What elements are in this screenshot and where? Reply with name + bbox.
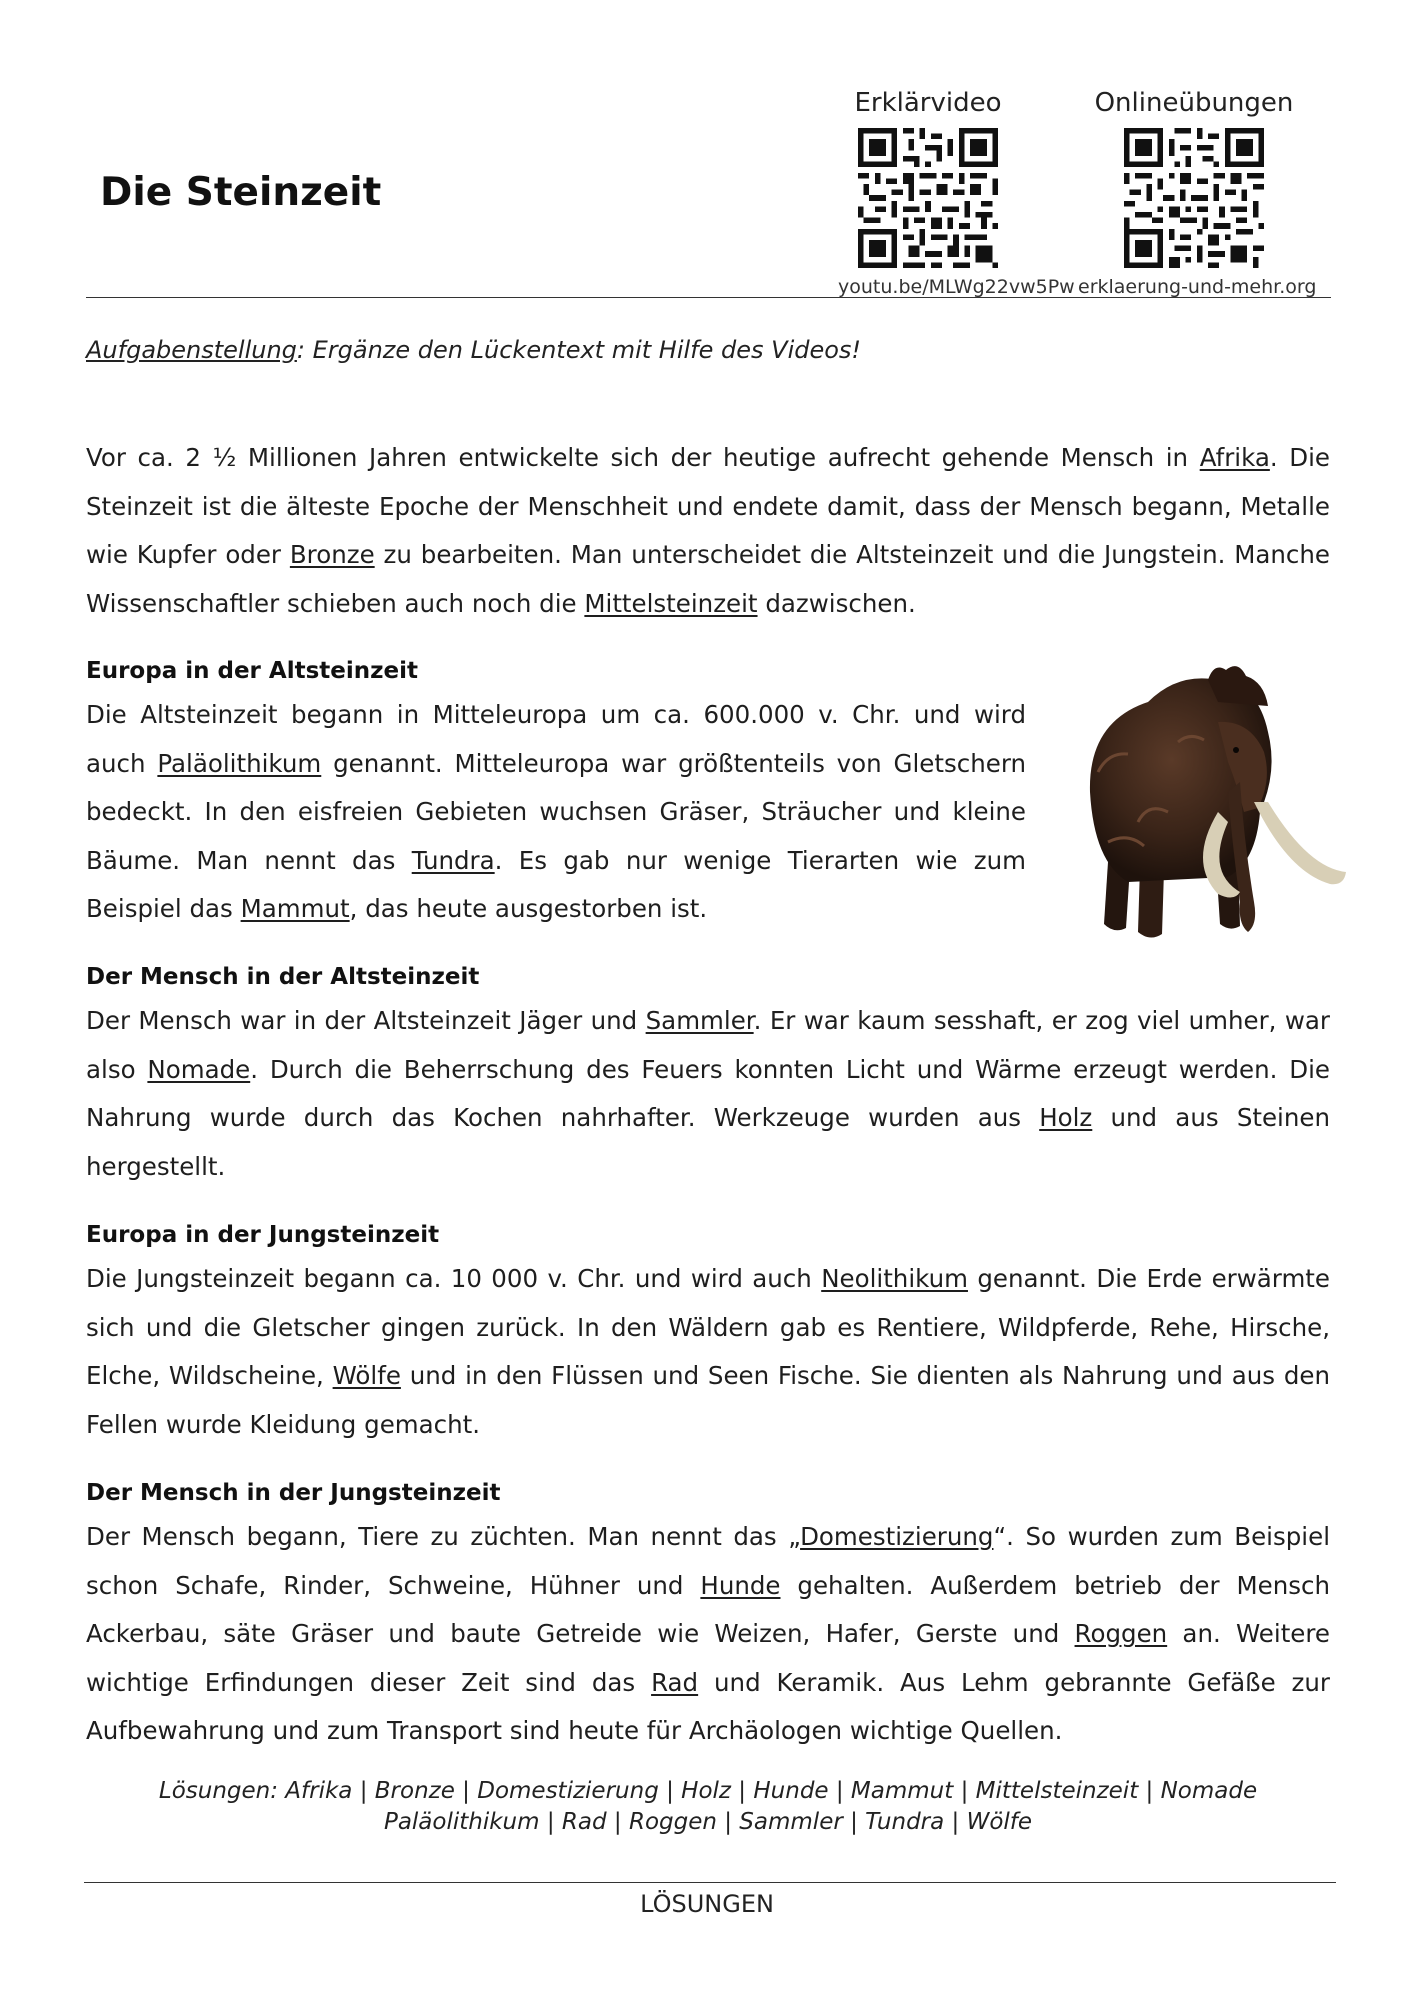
text-segment: genannt. Die Erde erwärmte sich und die Gletscher gingen zurück. In den Wäldern gab es Rentiere, Wildpferde, Rehe, Hirsche, Elche, Wildscheine,	[86, 1264, 1330, 1390]
qr-video-label: Erklärvideo	[854, 88, 1002, 118]
qr-online-label: Onlineübungen	[1094, 88, 1294, 118]
text-segment: Der Mensch war in der Altsteinzeit Jäger und	[86, 1006, 646, 1035]
qr-code-icon[interactable]	[1124, 128, 1264, 268]
heading-europa-altsteinzeit: Europa in der Altsteinzeit	[86, 658, 418, 684]
task-text: : Ergänze den Lückentext mit Hilfe des Videos!	[296, 336, 862, 364]
gap-answer: Bronze	[289, 540, 375, 569]
qr-video-url[interactable]: youtu.be/MLWg22vw5Pw	[838, 276, 1075, 298]
paragraph-mensch-jungsteinzeit	[86, 1513, 1330, 1756]
gap-answer: Paläolithikum	[157, 748, 322, 778]
gap-answer: Mammut	[240, 894, 350, 923]
text-segment: Der Mensch begann, Tiere zu züchten. Man nennt das „	[86, 1522, 801, 1551]
paragraph-europa-jungsteinzeit	[86, 1255, 1330, 1449]
gap-answer: Afrika	[1199, 443, 1270, 472]
paragraph-europa-altsteinzeit	[86, 691, 1026, 934]
text-segment: . Es gab nur wenige Tierarten wie zum Beispiel das	[86, 845, 1026, 923]
text-segment: . Die Steinzeit ist die älteste Epoche der Menschheit und endete damit, dass der Mensch begann, Metalle wie Kupfer oder	[86, 443, 1330, 569]
gap-answer: Nomade	[147, 1054, 251, 1084]
footer-label: LÖSUNGEN	[640, 1890, 774, 1918]
text-segment: . Er war kaum sesshaft, er zog viel umher, war also	[86, 1006, 1330, 1084]
intro-paragraph	[86, 434, 1330, 628]
qr-online-url[interactable]: erklaerung-und-mehr.org	[1078, 276, 1317, 298]
text-segment: dazwischen.	[757, 588, 916, 618]
heading-europa-jungsteinzeit: Europa in der Jungsteinzeit	[86, 1222, 440, 1248]
qr-video-block	[838, 86, 1075, 298]
header-divider	[86, 297, 1331, 298]
gap-answer: Wölfe	[332, 1361, 401, 1390]
text-segment: an. Weitere wichtige Erfindungen dieser Zeit sind das	[86, 1619, 1330, 1697]
text-segment: . Durch die Beherrschung des Feuers konnten Licht und Wärme erzeugt werden. Die Nahrung wurde durch das Kochen nahrhafter. Werkzeuge wurden aus	[86, 1054, 1330, 1132]
task-label: Aufgabenstellung	[86, 336, 297, 364]
text-segment: gehalten. Außerdem betrieb der Mensch Ackerbau, säte Gräser und baute Getreide wie Weizen, Hafer, Gerste und	[86, 1570, 1330, 1648]
gap-answer: Neolithikum	[821, 1264, 968, 1293]
footer-divider	[84, 1882, 1336, 1883]
heading-mensch-altsteinzeit: Der Mensch in der Altsteinzeit	[86, 964, 480, 990]
solutions-line-1: Lösungen: Afrika | Bronze | Domestizierung | Holz | Hunde | Mammut | Mittelsteinzeit | Nomade	[158, 1778, 1258, 1804]
gap-answer: Holz	[1039, 1103, 1093, 1132]
gap-answer: Tundra	[411, 845, 495, 875]
text-segment: und Keramik. Aus Lehm gebrannte Gefäße zur Aufbewahrung und zum Transport sind heute für Archäologen wichtige Quellen.	[86, 1667, 1330, 1745]
mammoth-image	[1068, 662, 1348, 952]
gap-answer: Hunde	[700, 1570, 781, 1600]
text-segment: und aus Steinen hergestellt.	[86, 1103, 1330, 1181]
task-instruction	[86, 336, 861, 364]
solutions-list	[86, 1776, 1330, 1838]
text-segment: genannt. Mitteleuropa war größtenteils von Gletschern bedeckt. In den eisfreien Gebieten wuchsen Gräser, Sträucher und kleine Bäume. Man nennt das	[86, 748, 1026, 875]
gap-answer: Roggen	[1074, 1619, 1168, 1648]
text-segment: zu bearbeiten. Man unterscheidet die Altsteinzeit und die Jungstein. Manche Wissenschaftler schieben auch noch die	[86, 540, 1331, 618]
text-segment: , das heute ausgestorben ist.	[349, 894, 708, 923]
text-segment: Vor ca. 2 ½ Millionen Jahren entwickelte sich der heutige aufrecht gehende Mensch in	[86, 443, 1200, 472]
gap-answer: Mittelsteinzeit	[584, 588, 758, 618]
gap-answer: Rad	[651, 1667, 699, 1697]
solutions-line-2: Paläolithikum | Rad | Roggen | Sammler | Tundra | Wölfe	[383, 1809, 1033, 1835]
page-title: Die Steinzeit	[100, 170, 382, 215]
heading-mensch-jungsteinzeit: Der Mensch in der Jungsteinzeit	[86, 1480, 501, 1506]
qr-code-icon[interactable]	[858, 128, 998, 268]
paragraph-mensch-altsteinzeit	[86, 997, 1330, 1191]
text-segment: Die Altsteinzeit begann in Mitteleuropa um ca. 600.000 v. Chr. und wird auch	[86, 700, 1026, 778]
text-segment: Die Jungsteinzeit begann ca. 10 000 v. Chr. und wird auch	[86, 1264, 822, 1293]
gap-answer: Sammler	[645, 1006, 754, 1035]
gap-answer: Domestizierung	[800, 1522, 994, 1551]
text-segment: “. So wurden zum Beispiel schon Schafe, Rinder, Schweine, Hühner und	[86, 1522, 1330, 1600]
qr-online-block	[1078, 86, 1317, 298]
text-segment: und in den Flüssen und Seen Fische. Sie dienten als Nahrung und aus den Fellen wurde Kleidung gemacht.	[86, 1361, 1330, 1439]
